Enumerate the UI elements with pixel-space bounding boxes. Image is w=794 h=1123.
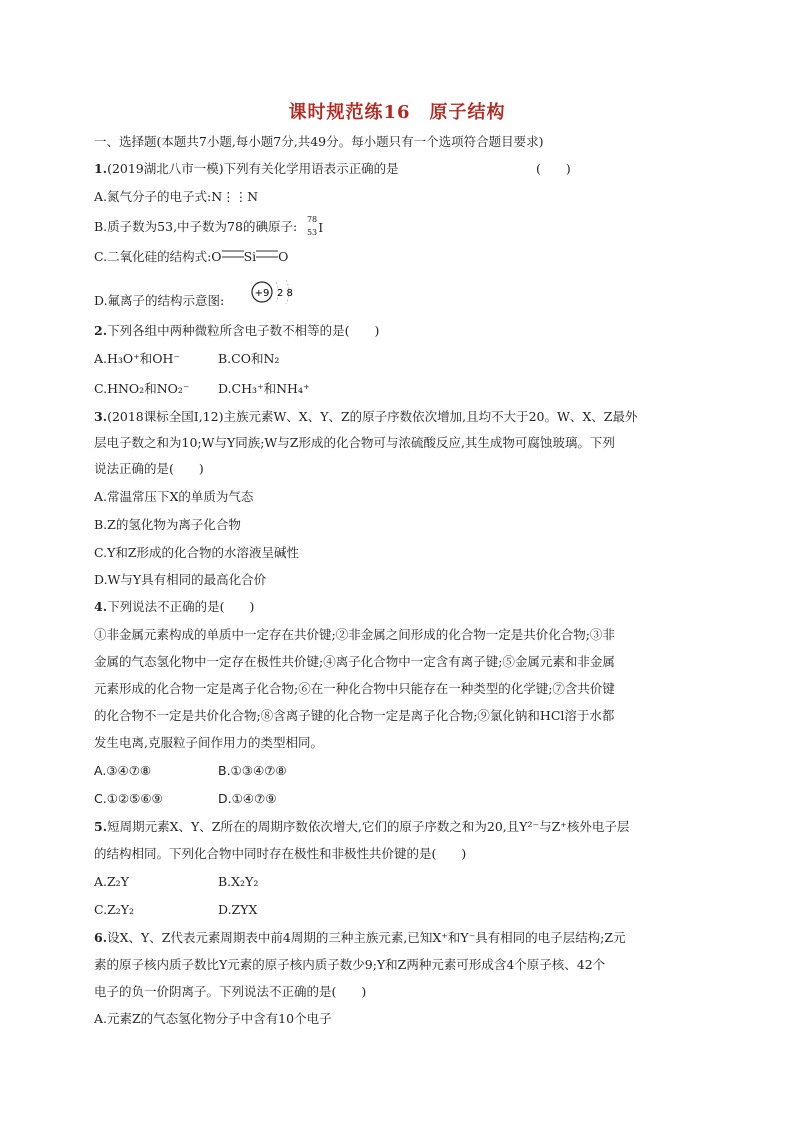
q3-option-a: A.常温常压下X的单质为气态 xyxy=(94,489,254,504)
q6-line-3: 电子的负一价阴离子。下列说法不正确的是( ) xyxy=(94,984,367,999)
q1-option-c xyxy=(94,248,288,266)
silicon-symbol: Si xyxy=(243,249,257,264)
q2-option-b: B.CO和N₂ xyxy=(218,351,280,366)
q2-option-d: D.CH₃⁺和NH₄⁺ xyxy=(218,381,310,396)
q4-statement-line-3: 元素形成的化合物一定是离子化合物;⑥在一种化合物中只能存在一种类型的化学键;⑦含共价键 xyxy=(94,681,615,696)
q5-option-b: B.X₂Y₂ xyxy=(218,874,259,889)
q4-option-c: C.①②⑤⑥⑨ xyxy=(94,791,163,806)
q3-line-2: 层电子数之和为10;W与Y同族;W与Z形成的化合物可与浓硫酸反应,其生成物可腐蚀玻璃。下列 xyxy=(94,435,615,450)
q4-option-a: A.③④⑦⑧ xyxy=(94,763,152,778)
mass-number: 78 xyxy=(306,215,318,224)
double-bond xyxy=(222,250,244,258)
nucleus-charge: +9 xyxy=(254,288,270,299)
q3-number: 3. xyxy=(94,409,108,424)
q5-option-c: C.Z₂Y₂ xyxy=(94,902,135,917)
q2-text: 下列各组中两种微粒所含电子数不相等的是( ) xyxy=(107,323,380,338)
q6-line-1 xyxy=(94,929,626,947)
q3-line-1 xyxy=(94,408,637,426)
q4-option-b: B.①③④⑦⑧ xyxy=(218,763,287,778)
atomic-number: 53 xyxy=(306,228,318,237)
q1-option-b xyxy=(94,215,324,237)
q5-text-1: 短周期元素X、Y、Z所在的周期序数依次增大,它们的原子序数之和为20,且Y²⁻与Z⁺核外电子层 xyxy=(107,819,630,834)
q4-number: 4. xyxy=(94,599,108,614)
q5-line-1 xyxy=(94,818,629,836)
q3-option-d: D.W与Y具有相同的最高化合价 xyxy=(94,572,267,587)
element-symbol: I xyxy=(318,221,324,235)
q3-line-3: 说法正确的是( ) xyxy=(94,461,204,476)
q1-option-a: A.氮气分子的电子式:N⋮⋮N xyxy=(94,189,259,204)
q3-option-b: B.Z的氢化物为离子化合物 xyxy=(94,517,241,532)
q1-option-d-text: D.氟离子的结构示意图: xyxy=(94,293,225,308)
q4-option-d: D.①④⑦⑨ xyxy=(218,791,277,806)
section-header: 一、选择题(本题共7小题,每小题7分,共49分。每小题只有一个选项符合题目要求) xyxy=(94,134,544,149)
q1-option-b-text: B.质子数为53,中子数为78的碘原子: xyxy=(94,219,298,234)
double-bond xyxy=(256,250,278,258)
q2-number: 2. xyxy=(94,323,108,338)
q1-number: 1. xyxy=(94,161,108,176)
page-title: 课时规范练16 原子结构 xyxy=(288,102,506,123)
q4-stem xyxy=(94,598,254,616)
q4-statement-line-4: 的化合物不一定是共价化合物;⑧含离子键的化合物一定是离子化合物;⑨氯化钠和HCl溶于水都 xyxy=(94,708,615,723)
fluoride-ion-diagram xyxy=(250,276,300,308)
q1-answer-paren: ( ) xyxy=(536,161,571,176)
q5-option-d: D.ZYX xyxy=(218,902,258,917)
q6-line-2: 素的原子核内质子数比Y元素的原子核内质子数少9;Y和Z两种元素可形成含4个原子核、42个 xyxy=(94,957,606,972)
q6-number: 6. xyxy=(94,930,108,945)
q4-text: 下列说法不正确的是( ) xyxy=(107,599,255,614)
q2-option-c: C.HNO₂和NO₂⁻ xyxy=(94,381,190,396)
q6-text-1: 设X、Y、Z代表元素周期表中前4周期的三种主族元素,已知X⁺和Y⁻具有相同的电子层结构;Z元 xyxy=(107,930,626,945)
q1-option-c-text: C.二氧化硅的结构式:O xyxy=(94,249,222,264)
iodine-nuclide xyxy=(297,215,324,237)
q4-statement-line-2: 金属的气态氢化物中一定存在极性共价键;④离子化合物中一定含有离子键;⑤金属元素和非金属 xyxy=(94,654,615,669)
q1-stem xyxy=(94,160,399,178)
oxygen-symbol: O xyxy=(278,249,289,264)
q1-text: (2019湖北八市一模)下列有关化学用语表示正确的是 xyxy=(107,161,399,176)
q5-option-a: A.Z₂Y xyxy=(94,874,129,889)
q1-option-d xyxy=(94,292,224,310)
q6-option-a: A.元素Z的气态氢化物分子中含有10个电子 xyxy=(94,1011,332,1026)
q4-statement-line-1: ①非金属元素构成的单质中一定存在共价键;②非金属之间形成的化合物一定是共价化合物;③非 xyxy=(94,627,615,642)
q3-option-c: C.Y和Z形成的化合物的水溶液呈碱性 xyxy=(94,545,300,560)
shell-electrons: 2 8 xyxy=(277,288,293,299)
q2-stem xyxy=(94,322,379,340)
q2-option-a: A.H₃O⁺和OH⁻ xyxy=(94,351,181,366)
q3-text-1: (2018课标全国Ⅰ,12)主族元素W、X、Y、Z的原子序数依次增加,且均不大于20。W、X、Z最外 xyxy=(107,409,638,424)
q5-number: 5. xyxy=(94,819,108,834)
q4-statement-line-5: 发生电离,克服粒子间作用力的类型相同。 xyxy=(94,735,323,750)
q5-line-2: 的结构相同。下列化合物中同时存在极性和非极性共价键的是( ) xyxy=(94,846,467,861)
